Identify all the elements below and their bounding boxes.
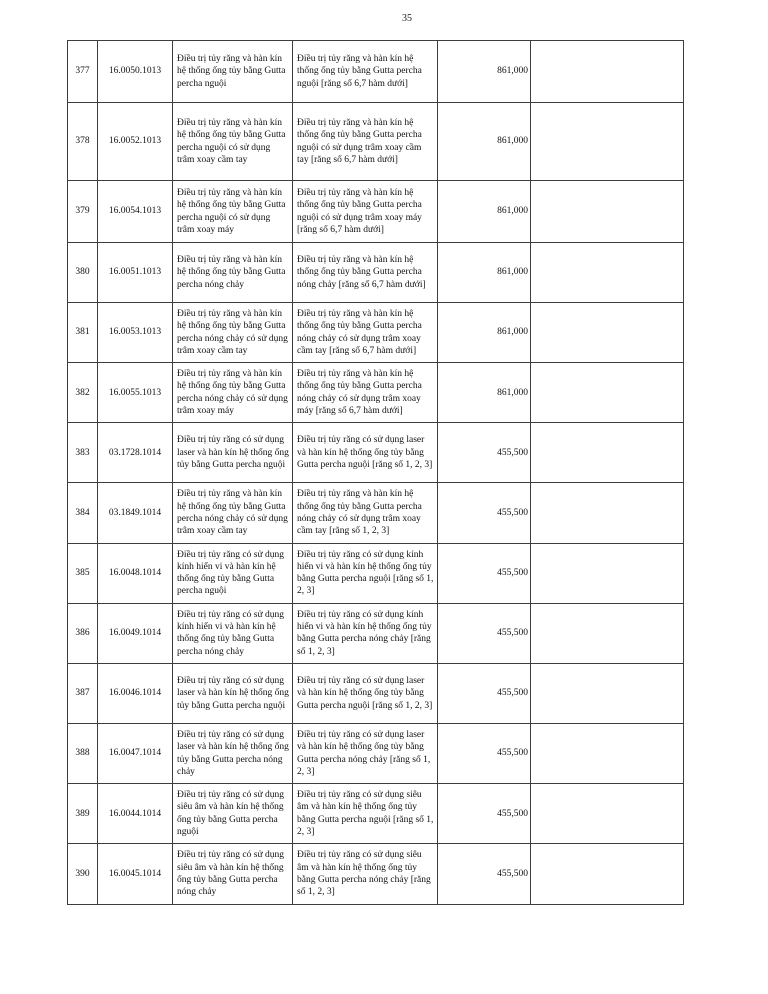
note-cell <box>531 103 684 181</box>
note-cell <box>531 784 684 844</box>
price-cell: 861,000 <box>438 181 531 243</box>
page-number: 35 <box>402 13 412 24</box>
service-detail-cell: Điều trị tủy răng có sử dụng siêu âm và hàn kín hệ thống ống tủy bằng Gutta percha nguội [răng số 1, 2, 3] <box>293 784 438 844</box>
price-cell: 861,000 <box>438 363 531 423</box>
row-number-cell: 383 <box>68 423 98 483</box>
row-number-cell: 380 <box>68 243 98 303</box>
service-detail-cell: Điều trị tủy răng có sử dụng siêu âm và hàn kín hệ thống ống tủy bằng Gutta percha nóng chảy [răng số 1, 2, 3] <box>293 844 438 904</box>
service-name-cell: Điều trị tủy răng và hàn kín hệ thống ống tủy bằng Gutta percha nguội <box>173 41 293 103</box>
row-number-cell: 378 <box>68 103 98 181</box>
table-row <box>68 543 684 603</box>
note-cell <box>531 181 684 243</box>
note-cell <box>531 483 684 543</box>
service-code-cell: 16.0055.1013 <box>98 363 173 423</box>
service-name-cell: Điều trị tủy răng có sử dụng laser và hàn kín hệ thống ống tủy bằng Gutta percha nguội <box>173 423 293 483</box>
service-detail-cell: Điều trị tủy răng và hàn kín hệ thống ống tủy bằng Gutta percha nóng chảy [răng số 6,7 hàm dưới] <box>293 243 438 303</box>
note-cell <box>531 663 684 723</box>
service-code-cell: 16.0045.1014 <box>98 844 173 904</box>
service-name-cell: Điều trị tủy răng và hàn kín hệ thống ống tủy bằng Gutta percha nóng chảy có sử dụng trâm xoay máy <box>173 363 293 423</box>
table-row <box>68 603 684 663</box>
service-code-cell: 16.0048.1014 <box>98 543 173 603</box>
service-code-cell: 16.0054.1013 <box>98 181 173 243</box>
service-code-cell: 16.0050.1013 <box>98 41 173 103</box>
table-row <box>68 723 684 783</box>
service-detail-cell: Điều trị tủy răng và hàn kín hệ thống ống tủy bằng Gutta percha nguội có sử dụng trâm xoay máy [răng số 6,7 hàm dưới] <box>293 181 438 243</box>
service-name-cell: Điều trị tủy răng và hàn kín hệ thống ống tủy bằng Gutta percha nguội có sử dụng trâm xoay máy <box>173 181 293 243</box>
note-cell <box>531 41 684 103</box>
table-row <box>68 663 684 723</box>
note-cell <box>531 844 684 904</box>
row-number-cell: 387 <box>68 663 98 723</box>
table-body <box>68 41 684 905</box>
price-cell: 455,500 <box>438 483 531 543</box>
table-row <box>68 423 684 483</box>
service-price-table <box>67 40 684 905</box>
table-row <box>68 303 684 363</box>
price-cell: 861,000 <box>438 243 531 303</box>
row-number-cell: 389 <box>68 784 98 844</box>
note-cell <box>531 543 684 603</box>
table-row <box>68 363 684 423</box>
service-code-cell: 16.0044.1014 <box>98 784 173 844</box>
service-name-cell: Điều trị tủy răng có sử dụng siêu âm và hàn kín hệ thống ống tủy bằng Gutta percha nguội <box>173 784 293 844</box>
service-code-cell: 16.0049.1014 <box>98 603 173 663</box>
service-name-cell: Điều trị tủy răng có sử dụng laser và hàn kín hệ thống ống tủy bằng Gutta percha nóng chảy <box>173 723 293 783</box>
price-cell: 455,500 <box>438 844 531 904</box>
service-detail-cell: Điều trị tủy răng có sử dụng laser và hàn kín hệ thống ống tủy bằng Gutta percha nguội [răng số 1, 2, 3] <box>293 423 438 483</box>
table-row <box>68 784 684 844</box>
service-detail-cell: Điều trị tủy răng và hàn kín hệ thống ống tủy bằng Gutta percha nguội [răng số 6,7 hàm dưới] <box>293 41 438 103</box>
service-code-cell: 16.0046.1014 <box>98 663 173 723</box>
service-name-cell: Điều trị tủy răng và hàn kín hệ thống ống tủy bằng Gutta percha nóng chảy <box>173 243 293 303</box>
row-number-cell: 382 <box>68 363 98 423</box>
note-cell <box>531 423 684 483</box>
service-code-cell: 16.0051.1013 <box>98 243 173 303</box>
price-cell: 455,500 <box>438 543 531 603</box>
table-row <box>68 181 684 243</box>
service-name-cell: Điều trị tủy răng và hàn kín hệ thống ống tủy bằng Gutta percha nóng chảy có sử dụng trâm xoay cầm tay <box>173 303 293 363</box>
service-code-cell: 16.0053.1013 <box>98 303 173 363</box>
service-detail-cell: Điều trị tủy răng và hàn kín hệ thống ống tủy bằng Gutta percha nguội có sử dụng trâm xoay cầm tay [răng số 6,7 hàm dưới] <box>293 103 438 181</box>
row-number-cell: 384 <box>68 483 98 543</box>
table-row <box>68 103 684 181</box>
service-detail-cell: Điều trị tủy răng có sử dụng kính hiển vi và hàn kín hệ thống ống tủy bằng Gutta percha nóng chảy [răng số 1, 2, 3] <box>293 603 438 663</box>
service-code-cell: 16.0047.1014 <box>98 723 173 783</box>
table-row <box>68 483 684 543</box>
row-number-cell: 390 <box>68 844 98 904</box>
price-cell: 455,500 <box>438 784 531 844</box>
table-row <box>68 844 684 904</box>
service-name-cell: Điều trị tủy răng có sử dụng kính hiển vi và hàn kín hệ thống ống tủy bằng Gutta percha nguội <box>173 543 293 603</box>
service-detail-cell: Điều trị tủy răng và hàn kín hệ thống ống tủy bằng Gutta percha nóng chảy có sử dụng trâm xoay cầm tay [răng số 6,7 hàm dưới] <box>293 303 438 363</box>
service-code-cell: 16.0052.1013 <box>98 103 173 181</box>
price-cell: 455,500 <box>438 603 531 663</box>
note-cell <box>531 603 684 663</box>
price-cell: 861,000 <box>438 303 531 363</box>
row-number-cell: 381 <box>68 303 98 363</box>
service-detail-cell: Điều trị tủy răng có sử dụng laser và hàn kín hệ thống ống tủy bằng Gutta percha nóng chảy [răng số 1, 2, 3] <box>293 723 438 783</box>
note-cell <box>531 723 684 783</box>
row-number-cell: 379 <box>68 181 98 243</box>
note-cell <box>531 303 684 363</box>
table-row <box>68 41 684 103</box>
service-name-cell: Điều trị tủy răng có sử dụng laser và hàn kín hệ thống ống tủy bằng Gutta percha nguội <box>173 663 293 723</box>
note-cell <box>531 363 684 423</box>
price-cell: 861,000 <box>438 41 531 103</box>
service-code-cell: 03.1728.1014 <box>98 423 173 483</box>
table-row <box>68 243 684 303</box>
price-cell: 455,500 <box>438 723 531 783</box>
service-code-cell: 03.1849.1014 <box>98 483 173 543</box>
price-cell: 861,000 <box>438 103 531 181</box>
service-detail-cell: Điều trị tủy răng có sử dụng kính hiển vi và hàn kín hệ thống ống tủy bằng Gutta percha nguội [răng số 1, 2, 3] <box>293 543 438 603</box>
note-cell <box>531 243 684 303</box>
service-detail-cell: Điều trị tủy răng và hàn kín hệ thống ống tủy bằng Gutta percha nóng chảy có sử dụng trâm xoay máy [răng số 6,7 hàm dưới] <box>293 363 438 423</box>
service-detail-cell: Điều trị tủy răng và hàn kín hệ thống ống tủy bằng Gutta percha nóng chảy có sử dụng trâm xoay cầm tay [răng số 1, 2, 3] <box>293 483 438 543</box>
service-name-cell: Điều trị tủy răng và hàn kín hệ thống ống tủy bằng Gutta percha nóng chảy có sử dụng trâm xoay cầm tay <box>173 483 293 543</box>
service-name-cell: Điều trị tủy răng có sử dụng kính hiển vi và hàn kín hệ thống ống tủy bằng Gutta percha nóng chảy <box>173 603 293 663</box>
row-number-cell: 377 <box>68 41 98 103</box>
service-detail-cell: Điều trị tủy răng có sử dụng laser và hàn kín hệ thống ống tủy bằng Gutta percha nguội [răng số 1, 2, 3] <box>293 663 438 723</box>
service-name-cell: Điều trị tủy răng và hàn kín hệ thống ống tủy bằng Gutta percha nguội có sử dụng trâm xoay cầm tay <box>173 103 293 181</box>
price-cell: 455,500 <box>438 423 531 483</box>
price-cell: 455,500 <box>438 663 531 723</box>
row-number-cell: 386 <box>68 603 98 663</box>
row-number-cell: 385 <box>68 543 98 603</box>
service-name-cell: Điều trị tủy răng có sử dụng siêu âm và hàn kín hệ thống ống tủy bằng Gutta percha nóng chảy <box>173 844 293 904</box>
row-number-cell: 388 <box>68 723 98 783</box>
